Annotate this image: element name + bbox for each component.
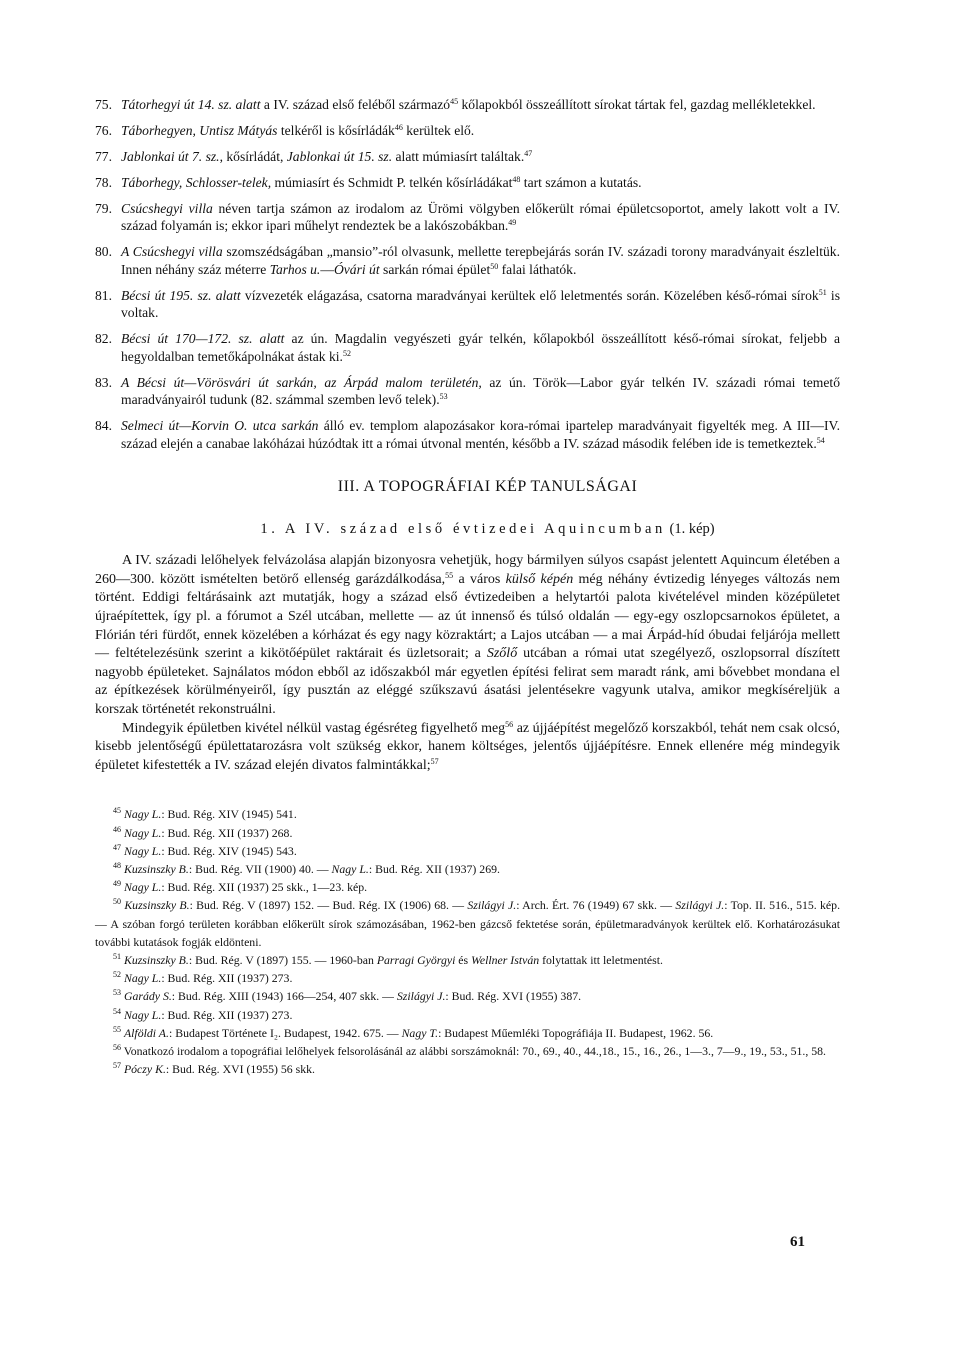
text-run: álló ev. templom alapozásakor kora-római ipartelep maradványait figyelték meg. A III—IV. század elején a canabae lakóházai húzódtak itt a római útvonal mentén, később a IV. század második felében ide is temetkeztek. [121,417,840,451]
text-run: — [320,261,334,277]
text-run: : Bud. Rég. XII (1937) 25 skk., 1—23. kép. [161,880,368,895]
site-description [121,330,840,365]
footnote [95,987,840,1005]
site-entry [95,122,840,140]
text-run: Bécsi út 195. sz. alatt [121,287,241,303]
text-run: Parragi Györgyi [376,952,456,967]
text-run: Nagy L. [123,825,162,840]
text-run: : Bud. Rég. XIV (1945) 543. [161,843,297,858]
text-run: Alföldi A. [123,1025,169,1040]
paragraph [95,552,840,719]
footnote-ref: 50 [490,261,499,271]
text-run: Póczy K. [123,1062,166,1077]
site-number: 75. [95,97,112,112]
text-run: : Bud. Rég. XVI (1955) 56 skk. [165,1062,315,1077]
text-run: Kuzsinszky B. [124,898,190,913]
footnote-number: 52 [113,970,121,980]
footnote-number: 48 [113,860,121,870]
text-run: Jablonkai út 15. sz. [286,148,393,164]
footnote [95,860,840,878]
text-run: : Bud. Rég. XII (1937) 269. [368,861,500,876]
page-number: 61 [790,1234,805,1250]
text-run: az újjáépítést megelőző korszakból, tehát nem csak olcsó, kisebb jelentőségű épülettatarozásra volt szükség ekkor, hanem költséges, jelentős újjáépítésre. Ennek ellenére még mindegyik épületet kifestették a IV. század elején divatos falmintákkal; [95,720,840,773]
site-description [121,122,840,140]
text-run: az ún. Török—Labor gyár telkén IV. századi római temető maradványairól tudunk (82. számmal szemben levő telek). [121,374,840,408]
subsection-title: 1. A IV. század első évtizedei Aquincumban [260,521,666,538]
text-run: Csúcshegyi villa [121,200,213,216]
site-entry [95,374,840,409]
text-run: Nagy L. [123,807,162,822]
site-list [95,96,840,452]
text-run: : Bud. Rég. XII (1937) 273. [161,971,293,986]
site-description [121,417,840,452]
text-run: Nagy L. [123,971,162,986]
footnote-ref: 53 [439,392,448,402]
footnote-ref: 54 [816,435,825,445]
footnote-number: 47 [113,842,121,852]
text-run: Tátorhegyi út 14. sz. alatt [121,97,261,112]
paragraph [95,720,840,776]
site-entry [95,287,840,322]
text-run: Szőlő [486,646,518,662]
text-run: A Csúcshegyi villa [121,244,223,260]
site-number: 76. [95,122,112,138]
text-run: Mindegyik épületben kivétel nélkül vastag égésréteg figyelhető meg [122,720,506,736]
text-run: Wellner István [471,952,540,967]
site-description [121,174,840,192]
text-run: az ún. Magdalin vegyészeti gyár telkén, kőlapokból összeállított késő-római sírokat, feljebb a hegyoldalban temetőkápolnákat ástak ki. [121,331,841,364]
site-number: 84. [95,417,112,433]
text-run: , kősírládát, [219,148,287,164]
text-run: Szilágyi J. [467,898,517,913]
text-run: Szilágyi J. [396,989,446,1004]
text-run: : Bud. Rég. XVI (1955) 387. [445,989,582,1004]
site-number: 77. [95,148,112,164]
site-description [121,374,840,409]
text-run: Szilágyi J. [675,898,725,913]
text-run: A Bécsi út—Vörösvári út sarkán, az Árpád malom területén, [121,374,482,390]
footnote [95,1006,840,1024]
footnote-ref: 55 [445,570,454,580]
site-entry [95,96,840,114]
text-run: : Bud. Rég. XII (1937) 268. [161,825,293,840]
footnote [95,1024,840,1042]
text-run: Táborhegy, Schlosser-telek, [121,174,272,190]
text-run: : Bud. Rég. V (1897) 152. — Bud. Rég. IX (1906) 68. — [189,898,468,913]
text-run: kőlapokból összeállított sírokat tártak fel, gazdag mellékletekkel. [458,97,816,112]
text-run: Vonatkozó irodalom a topográfiai lelőhelyek felsorolásánál az alábbi sorszámoknál: 70., 69., 40., 44.,18., 15., 16., 26., 1—3., 7—9., 19., 53., 51., 58. [123,1043,826,1058]
text-run: : Bud. Rég. XIII (1943) 166—254, 407 skk. — [171,989,397,1004]
text-run: : Arch. Ért. 76 (1949) 67 skk. — [516,898,676,913]
footnote [95,951,840,969]
footnote [95,842,840,860]
footnote-ref: 51 [818,287,827,297]
footnote-number: 50 [113,897,121,907]
footnote-number: 51 [113,951,121,961]
text-run: vízvezeték elágazása, csatorna maradványai kerültek elő leletmentés során. Közelében késő-római sírok [240,287,819,303]
body-text [95,552,840,775]
text-run: : Top. II. 516., 515. kép. — A szóban forgó területen korábban előkerült sírok számozásában, 1962-ben gázcső fektetése során, épületmaradványok kerültek elő. Korhatározásukat további kutatások fogják eldönteni. [95,898,841,949]
site-description [121,148,840,166]
site-entry [95,243,840,278]
text-run: néven tartja számon az irodalom az Ürömi völgyben előkerült római épületcsoportot, amely lakott volt a IV. század folyamán is; ekkor ipari műhelyt rendeztek be a lakószobákban. [121,200,840,234]
text-run: alatt múmiasírt találtak. [392,148,525,164]
footnote-number: 53 [113,988,121,998]
subsection-heading [135,521,840,538]
text-run: Kuzsinszky B. [123,861,189,876]
footnote-number: 56 [113,1042,121,1052]
text-run: Táborhegyen, Untisz Mátyás [121,122,278,138]
text-run: a IV. század első feléből származó [260,97,451,112]
site-entry [95,148,840,166]
footnote-number: 54 [113,1006,121,1016]
text-run: és [455,952,472,967]
text-run: : Bud. Rég. VII (1900) 40. — [188,861,332,876]
text-run: Óvári út [333,261,380,277]
text-run: is voltak. [121,287,840,321]
text-run: külső képén [505,571,574,587]
footnote-ref: 47 [524,148,533,158]
footnote [95,805,840,823]
site-number: 79. [95,200,112,216]
footnote [95,878,840,896]
site-description [121,287,840,322]
text-run: sarkán római épület [379,261,491,277]
footnote [95,1042,840,1060]
footnote-number: 45 [113,806,121,816]
site-entry [95,417,840,452]
site-description [121,200,840,235]
site-number: 83. [95,374,112,390]
footnote-ref: 49 [508,218,517,228]
text-run: tart számon a kutatás. [520,174,642,190]
text-run: folytattak itt leletmentést. [539,952,663,967]
footnote [95,896,840,951]
section-heading: III. A TOPOGRÁFIAI KÉP TANULSÁGAI [337,478,638,496]
footnote-number: 57 [113,1061,121,1071]
text-run: Nagy T. [401,1025,439,1040]
text-run: Garády S. [123,989,172,1004]
site-entry [95,174,840,192]
footnote-ref: 45 [450,97,459,106]
site-entry [95,330,840,365]
footnote [95,824,840,842]
footnote-ref: 57 [430,756,439,766]
text-run: Nagy L. [331,861,369,876]
text-run: Bécsi út 170—172. sz. alatt [121,331,285,347]
text-run: múmiasírt és Schmidt P. telkén kősírládákat [271,174,513,190]
text-run: utcában a római utat szegélyező, oszlopsorral díszített nagyobb épületeket. Sajnálatos módon ebből az időszakból már egyetlen építési felirat sem maradt ránk, ami bővebbet mondana el az építkezések körülményeiről, így pusztán az eléggé szűkszavú ásatási jelentésekre vagyunk utalva, amikor megkíséreljük a korszak történetét rekonstruálni. [95,646,840,717]
site-description [121,243,840,278]
text-run: : Bud. Rég. V (1897) 155. — 1960-ban [188,952,377,967]
text-run: Kuzsinszky B. [123,952,189,967]
text-run: a város [453,571,506,587]
footnote-number: 55 [113,1024,121,1034]
text-run: Tarhos u. [269,261,321,277]
text-run: még néhány évtizedig lényeges változás nem történt. Eddigi feltárásaink azt mutatják, hogy a század első évtizedeiben a helytartói palota kivételével minden középületet újraépítettek, így pl. a fórumot a Szél utcában, mellette — az út innenső és túlsó oldalán — egy-egy oszlopcsarnokos épületet, a Flórián téri fürdőt, ennek közelében a kórházat és egy nagy közraktárt; a Lajos utcában — a mai Árpád-híd óbudai feljárója mellett — feltételezésünk szerint a kikötőépület raktárait és üzletsorait; a [95,571,840,662]
text-run: telkéről is kősírládák [277,122,395,138]
site-entry [95,200,840,235]
text-run: kerültek elő. [402,122,475,138]
footnote-ref: 56 [505,719,514,729]
footnote [95,969,840,987]
site-number: 81. [95,287,112,303]
text-run: Jablonkai út 7. sz. [121,148,220,164]
text-run: : Budapest Története I₂. Budapest, 1942. 675. — [168,1025,402,1040]
text-run: Nagy L. [123,880,162,895]
site-description [121,96,840,114]
text-run: : Bud. Rég. XII (1937) 273. [161,1007,293,1022]
footnote-ref: 52 [342,348,351,358]
site-number: 82. [95,331,112,347]
text-run: A IV. századi lelőhelyek felvázolása alapján bizonyosra vehetjük, hogy bármilyen súlyos csapást jelentett Aquincum életében a 260—300. között ismételten betörő ellenség garázdálkodása, [95,553,840,587]
text-run: Selmeci út—Korvin O. utca sarkán [121,417,319,433]
footnote-ref: 48 [512,174,521,184]
text-run: falai láthatók. [498,261,577,277]
footnotes [95,805,840,1078]
text-run: : Bud. Rég. XIV (1945) 541. [161,807,297,822]
footnote-ref: 46 [394,122,403,132]
site-number: 78. [95,174,112,190]
footnote [95,1060,840,1078]
footnote-number: 46 [113,824,121,834]
text-run: Nagy L. [123,1007,162,1022]
text-run: Nagy L. [123,843,162,858]
text-run: : Budapest Műemléki Topográfiája II. Budapest, 1962. 56. [438,1025,714,1040]
text-run: szomszédságában „mansio”-ról olvasunk, mellette terepbejárás során IV. századi torony maradványait észleltük. Innen néhány száz méterre [121,244,840,277]
subsection-figure-ref: (1. kép) [669,521,715,538]
footnote-number: 49 [113,879,121,889]
site-number: 80. [95,244,112,260]
